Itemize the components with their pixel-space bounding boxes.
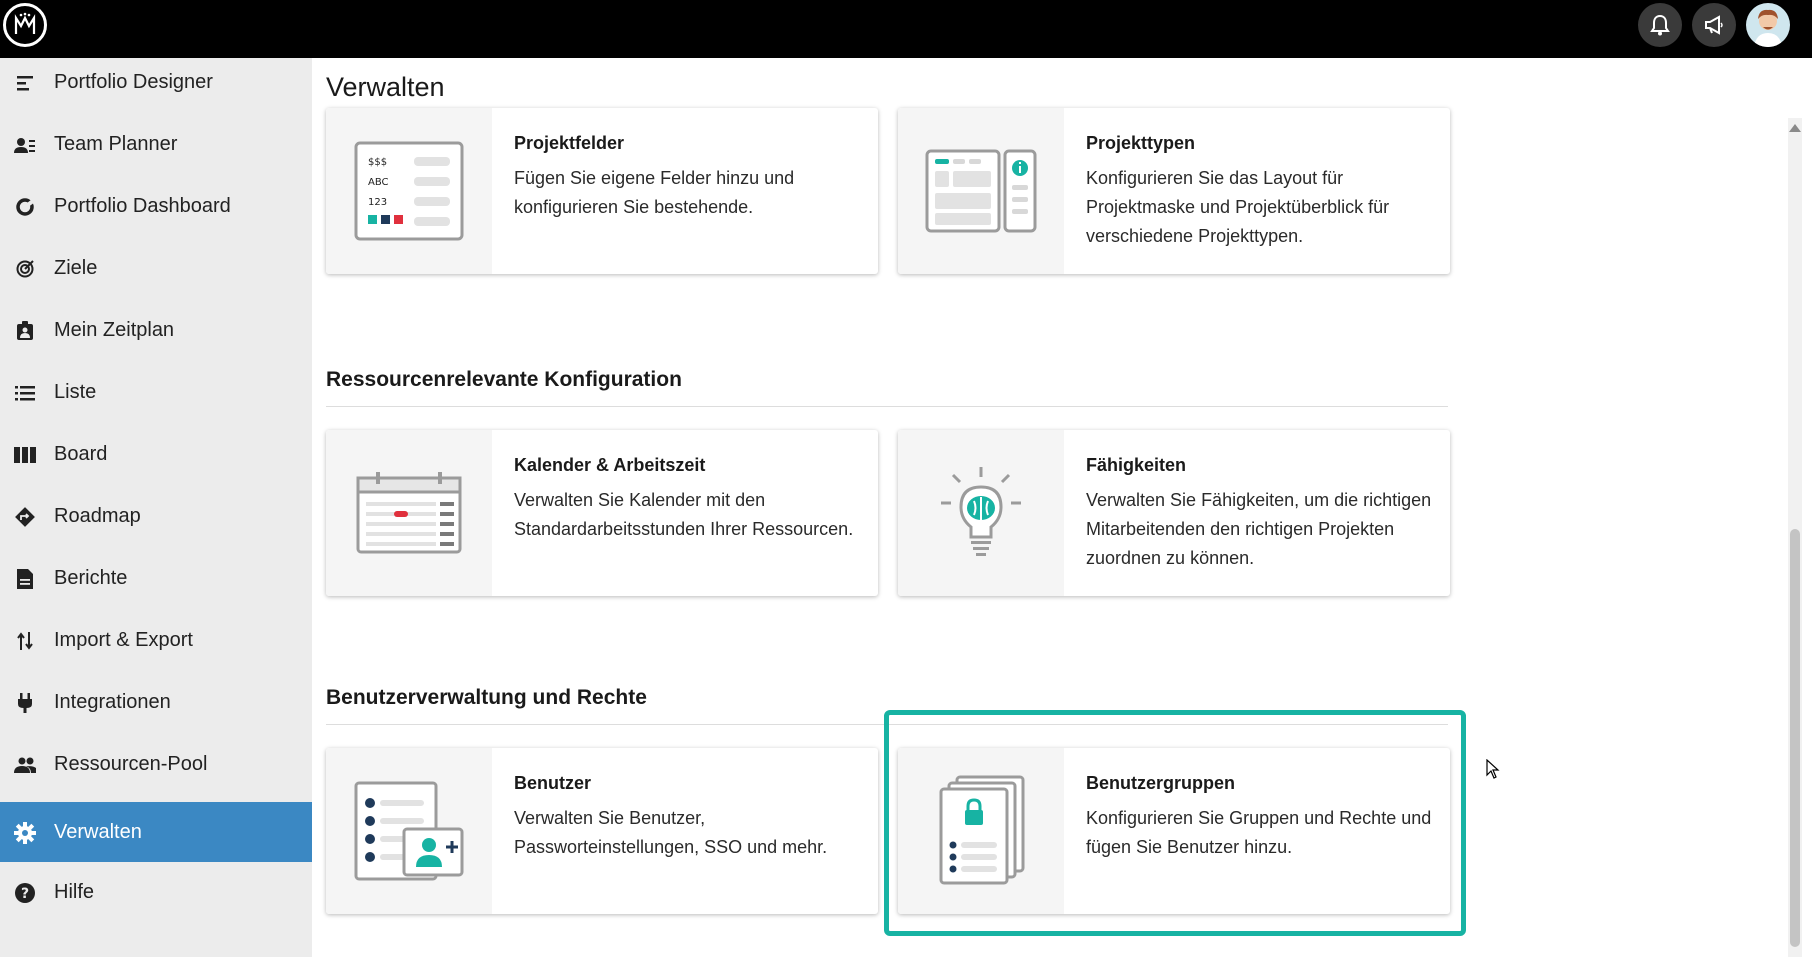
scroll-thumb[interactable] bbox=[1790, 529, 1800, 947]
plug-icon bbox=[14, 692, 36, 714]
users-list-icon bbox=[326, 748, 492, 914]
card-description: Konfigurieren Sie Gruppen und Rechte und fügen Sie Benutzer hinzu. bbox=[1086, 808, 1432, 857]
card-projektfelder[interactable] bbox=[326, 108, 878, 274]
sidebar-item-label: Mein Zeitplan bbox=[54, 318, 175, 341]
sidebar-item-label: Verwalten bbox=[54, 820, 142, 843]
sidebar-item-mein-zeitplan[interactable] bbox=[0, 300, 312, 360]
sidebar-item-label: Board bbox=[54, 442, 108, 465]
sidebar-item-portfolio-dashboard[interactable] bbox=[0, 176, 312, 236]
sidebar-item-integrationen[interactable] bbox=[0, 672, 312, 732]
megaphone-icon[interactable] bbox=[1692, 3, 1736, 47]
sidebar-item-label: Portfolio Designer bbox=[54, 70, 213, 93]
roadmap-icon bbox=[14, 506, 36, 528]
card-benutzergruppen[interactable] bbox=[898, 748, 1450, 914]
sidebar-item-board[interactable] bbox=[0, 424, 312, 484]
card-title: Projektfelder bbox=[514, 133, 625, 153]
card-title: Fähigkeiten bbox=[1086, 455, 1187, 475]
sidebar-item-team-planner[interactable] bbox=[0, 114, 312, 174]
card-description: Konfigurieren Sie das Layout für Projektmaske und Projektüberblick für verschiedene Projekttypen. bbox=[1086, 168, 1390, 246]
sidebar-item-label: Ressourcen-Pool bbox=[54, 752, 208, 775]
schedule-icon bbox=[14, 320, 36, 342]
sidebar-item-label: Ziele bbox=[54, 256, 98, 279]
gear-icon bbox=[14, 822, 36, 844]
card-description: Verwalten Sie Fähigkeiten, um die richtigen Mitarbeitenden den richtigen Projekten zuordnen zu können. bbox=[1086, 490, 1432, 568]
thumb-label-123: 123 bbox=[368, 197, 388, 208]
user-avatar[interactable] bbox=[1746, 3, 1790, 47]
card-title: Projekttypen bbox=[1086, 133, 1196, 153]
thumb-label-dollar: $$$ bbox=[368, 157, 388, 168]
sidebar-item-label: Import & Export bbox=[54, 628, 193, 651]
card-description: Fügen Sie eigene Felder hinzu und konfigurieren Sie bestehende. bbox=[514, 168, 795, 217]
card-description: Verwalten Sie Benutzer, Passworteinstellungen, SSO und mehr. bbox=[514, 808, 828, 857]
sidebar-item-hilfe[interactable] bbox=[0, 862, 312, 922]
main-content bbox=[312, 58, 1792, 957]
main-scrollbar[interactable] bbox=[1788, 118, 1802, 957]
user-groups-lock-icon bbox=[898, 748, 1064, 914]
sidebar-item-berichte[interactable] bbox=[0, 548, 312, 608]
card-projekttypen[interactable] bbox=[898, 108, 1450, 274]
sidebar-item-ziele[interactable] bbox=[0, 238, 312, 298]
sidebar-item-label: Roadmap bbox=[54, 504, 141, 527]
sidebar-item-liste[interactable] bbox=[0, 362, 312, 422]
target-icon bbox=[14, 258, 36, 280]
section-title-users: Benutzerverwaltung und Rechte bbox=[326, 686, 647, 709]
sidebar-item-label: Portfolio Dashboard bbox=[54, 194, 231, 217]
card-title: Benutzergruppen bbox=[1086, 773, 1236, 793]
sidebar-item-ressourcen-pool[interactable] bbox=[0, 734, 312, 794]
sidebar-item-roadmap[interactable] bbox=[0, 486, 312, 546]
scroll-up-arrow-icon[interactable] bbox=[1789, 124, 1801, 132]
sidebar-item-label: Integrationen bbox=[54, 690, 171, 713]
layout-illustration-icon bbox=[898, 108, 1064, 274]
mouse-cursor-icon bbox=[1486, 759, 1500, 784]
card-title: Kalender & Arbeitszeit bbox=[514, 455, 706, 475]
calendar-illustration-icon bbox=[326, 430, 492, 596]
mm-logo-icon[interactable] bbox=[3, 3, 47, 47]
card-faehigkeiten[interactable] bbox=[898, 430, 1450, 596]
card-kalender-arbeitszeit[interactable] bbox=[326, 430, 878, 596]
sidebar-item-import-export[interactable] bbox=[0, 610, 312, 670]
report-icon bbox=[14, 568, 36, 590]
fields-illustration-icon bbox=[326, 108, 492, 274]
svg-text:?: ? bbox=[20, 886, 30, 902]
team-planner-icon bbox=[14, 134, 36, 156]
page-title: Verwalten bbox=[326, 72, 445, 102]
section-title-resources: Ressourcenrelevante Konfiguration bbox=[326, 368, 682, 391]
sidebar-item-label: Berichte bbox=[54, 566, 128, 589]
help-icon bbox=[14, 882, 36, 904]
portfolio-designer-icon bbox=[14, 72, 36, 94]
top-bar bbox=[0, 0, 1812, 58]
card-title: Benutzer bbox=[514, 773, 592, 793]
card-description: Verwalten Sie Kalender mit den Standardarbeitsstunden Ihrer Ressourcen. bbox=[514, 490, 854, 539]
card-benutzer[interactable] bbox=[326, 748, 878, 914]
sidebar bbox=[0, 58, 312, 957]
sidebar-item-label: Team Planner bbox=[54, 132, 178, 155]
sidebar-item-portfolio-designer[interactable] bbox=[0, 52, 312, 112]
list-icon bbox=[14, 382, 36, 404]
lightbulb-brain-icon bbox=[898, 430, 1064, 596]
sidebar-item-label: Liste bbox=[54, 380, 97, 403]
bell-icon[interactable] bbox=[1638, 3, 1682, 47]
section-divider bbox=[326, 724, 1448, 725]
sidebar-item-label: Hilfe bbox=[54, 880, 95, 903]
sidebar-item-verwalten[interactable] bbox=[0, 802, 312, 862]
people-icon bbox=[14, 754, 36, 776]
import-export-icon bbox=[14, 630, 36, 652]
thumb-label-abc: ABC bbox=[368, 177, 389, 188]
dashboard-icon bbox=[14, 196, 36, 218]
board-icon bbox=[14, 444, 36, 466]
section-divider bbox=[326, 406, 1448, 407]
